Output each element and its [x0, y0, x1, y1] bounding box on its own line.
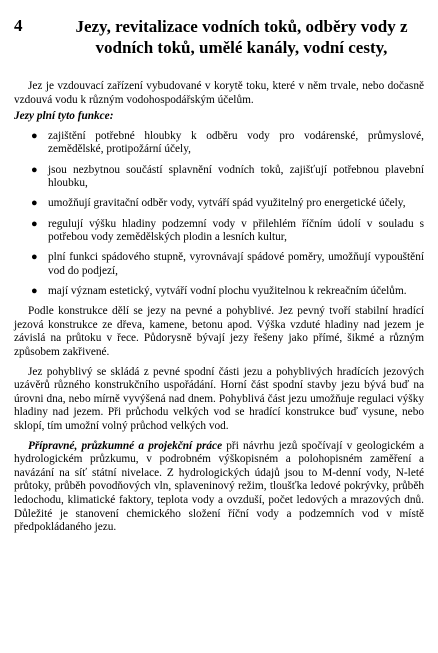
- list-item-text: mají význam estetický, vytváří vodní plochu využitelnou k rekreačním účelům.: [48, 285, 407, 298]
- list-item: [14, 197, 424, 211]
- functions-list: [14, 130, 424, 299]
- list-item: [14, 130, 424, 157]
- paragraph-weir-types: Podle konstrukce dělí se jezy na pevné a pohyblivé. Jez pevný tvoří stabilní hradící jezová konstrukce ze dřeva, kamene, betonu apod. Výška vzduté hladiny nad jezem je závislá na průtoku v řece. Půdorysně bývají jezy řešeny jako přímé, šikmé a různým způsobem zakřivené.: [14, 305, 424, 359]
- list-item-text: jsou nezbytnou součástí splavnění vodních toků, zajišťují potřebnou plavební hloubku,: [48, 163, 424, 190]
- emphasis-lead: Přípravné, průzkumné a projekční práce: [28, 439, 223, 452]
- bullet-icon: ●: [31, 197, 38, 210]
- list-item-text: regulují výšku hladiny podzemní vody v přilehlém říčním údolí v souladu s potřebou vody zemědělských plodin a lesních kultur,: [48, 217, 424, 244]
- chapter-title: Jezy, revitalizace vodních toků, odběry vody z vodních toků, umělé kanály, vodní cesty,: [75, 17, 408, 57]
- paragraph-movable-weir: Jez pohyblivý se skládá z pevné spodní části jezu a pohyblivých hradících jezových uzávěrů různého konstrukčního uspořádání. Horní část spodní stavby jezu bývá buď na úrovni dna, nebo mírně vyvýšená nad dnem. Pohyblivá část jezu umožňuje regulaci výšky hladiny nad jezem. Při průchodu velkých vod se hradící konstrukce buď vysune, nebo sklopí, tím umožní volný průchod velkých vod.: [14, 365, 424, 433]
- list-item-text: plní funkci spádového stupně, vyrovnávají spádové poměry, umožňují vypouštění vod do podjezí,: [48, 251, 424, 277]
- list-item-text: umožňují gravitační odběr vody, vytváří spád využitelný pro energetické účely,: [48, 197, 406, 210]
- list-item: [14, 251, 424, 278]
- list-item: [14, 218, 424, 245]
- functions-heading: Jezy plní tyto funkce:: [14, 110, 114, 123]
- bullet-icon: ●: [31, 163, 38, 176]
- bullet-icon: ●: [31, 251, 38, 264]
- list-item-text: zajištění potřebné hloubky k odběru vody pro vodárenské, průmyslové, zemědělské, protipožární účely,: [48, 129, 424, 156]
- paragraph-preparatory-work: [14, 440, 424, 535]
- paragraph-rest: při návrhu jezů spočívají v geologickém a hydrologickém průzkumu, v podrobném výškopisném a polohopisném zaměření a navázání na síť státní nivelace. Z hydrologických údajů jsou to M-denní vody, N-leté průtoky, průběh povodňových vln, splaveninový režim, tloušťka ledové pokrývky, průběh ledochodu, klimatické faktory, teplota vody a ovzduší, počet ledových a mrazových dnů. Důležité je stanovení chemického složení říční vody a podzemních vod v místě předpokládaného jezu.: [14, 439, 424, 534]
- list-item: [14, 285, 424, 299]
- bullet-icon: ●: [31, 285, 38, 298]
- bullet-icon: ●: [31, 129, 38, 142]
- list-item: [14, 164, 424, 191]
- intro-paragraph: Jez je vzdouvací zařízení vybudované v korytě toku, které v něm trvale, nebo dočasně vzdouvá vodu k různým vodohospodářským účelům.: [14, 80, 424, 106]
- chapter-number: 4: [14, 16, 23, 35]
- bullet-icon: ●: [31, 217, 38, 230]
- document-body: [14, 80, 424, 541]
